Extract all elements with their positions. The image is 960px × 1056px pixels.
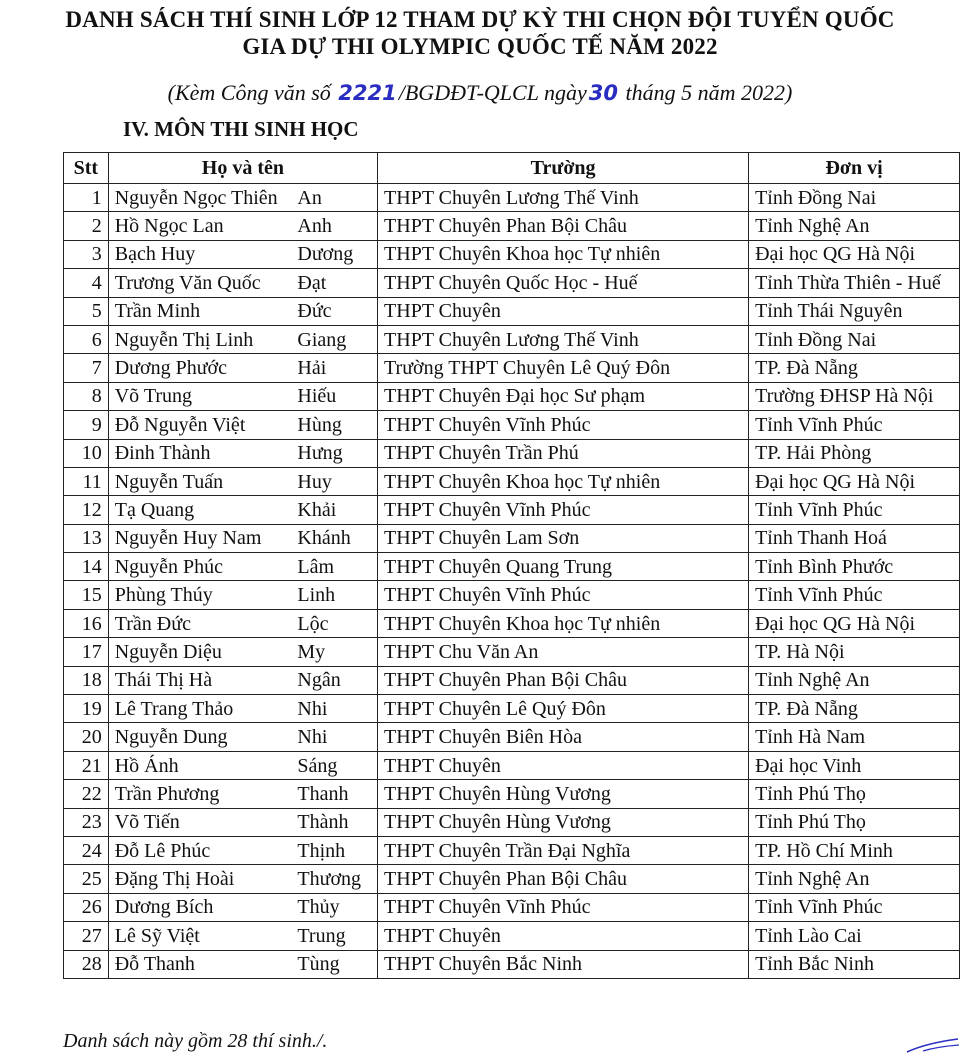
row-unit: Đại học QG Hà Nội — [749, 609, 960, 637]
row-school: THPT Chuyên Lương Thế Vinh — [378, 184, 749, 212]
row-school: THPT Chuyên Hùng Vương — [378, 780, 749, 808]
table-row — [64, 751, 960, 779]
row-stt: 21 — [64, 751, 109, 779]
row-name: Nguyễn Tuấn — [108, 467, 295, 495]
row-unit: Tỉnh Đồng Nai — [749, 184, 960, 212]
row-stt: 23 — [64, 808, 109, 836]
row-name: Đỗ Nguyễn Việt — [108, 411, 295, 439]
table-row — [64, 382, 960, 410]
table-row — [64, 922, 960, 950]
row-school: Trường THPT Chuyên Lê Quý Đôn — [378, 354, 749, 382]
row-given-name: Tùng — [295, 950, 377, 978]
table-row — [64, 950, 960, 978]
row-given-name: Huy — [295, 467, 377, 495]
row-school: THPT Chuyên Đại học Sư phạm — [378, 382, 749, 410]
table-row — [64, 723, 960, 751]
row-unit: Tỉnh Vĩnh Phúc — [749, 581, 960, 609]
row-name: Bạch Huy — [108, 240, 295, 268]
row-unit: Tỉnh Phú Thọ — [749, 780, 960, 808]
row-name: Trương Văn Quốc — [108, 269, 295, 297]
row-unit: Đại học QG Hà Nội — [749, 467, 960, 495]
table-row — [64, 269, 960, 297]
row-name: Trần Đức — [108, 609, 295, 637]
row-unit: Tỉnh Thừa Thiên - Huế — [749, 269, 960, 297]
row-school: THPT Chuyên Quốc Học - Huế — [378, 269, 749, 297]
row-name: Đỗ Thanh — [108, 950, 295, 978]
handwritten-day: 30 — [588, 81, 619, 105]
row-unit: TP. Hà Nội — [749, 638, 960, 666]
row-given-name: Anh — [295, 212, 377, 240]
row-unit: Tỉnh Phú Thọ — [749, 808, 960, 836]
row-given-name: Linh — [295, 581, 377, 609]
row-stt: 15 — [64, 581, 109, 609]
row-given-name: Sáng — [295, 751, 377, 779]
row-school: THPT Chuyên Biên Hòa — [378, 723, 749, 751]
row-given-name: Nhi — [295, 695, 377, 723]
row-given-name: Thanh — [295, 780, 377, 808]
row-stt: 20 — [64, 723, 109, 751]
table-row — [64, 609, 960, 637]
row-given-name: Dương — [295, 240, 377, 268]
table-row — [64, 638, 960, 666]
row-stt: 10 — [64, 439, 109, 467]
row-stt: 9 — [64, 411, 109, 439]
row-given-name: An — [295, 184, 377, 212]
row-unit: Tỉnh Bình Phước — [749, 553, 960, 581]
table-row — [64, 439, 960, 467]
row-stt: 8 — [64, 382, 109, 410]
table-row — [64, 467, 960, 495]
row-stt: 7 — [64, 354, 109, 382]
row-school: THPT Chuyên — [378, 297, 749, 325]
row-stt: 13 — [64, 524, 109, 552]
row-given-name: Hùng — [295, 411, 377, 439]
row-given-name: Thương — [295, 865, 377, 893]
row-name: Nguyễn Ngọc Thiên — [108, 184, 295, 212]
header-school: Trường — [378, 153, 749, 184]
row-unit: Tỉnh Vĩnh Phúc — [749, 893, 960, 921]
row-unit: Trường ĐHSP Hà Nội — [749, 382, 960, 410]
row-stt: 28 — [64, 950, 109, 978]
row-name: Nguyễn Thị Linh — [108, 325, 295, 353]
row-name: Trần Minh — [108, 297, 295, 325]
row-given-name: Trung — [295, 922, 377, 950]
row-given-name: Lộc — [295, 609, 377, 637]
row-name: Võ Tiến — [108, 808, 295, 836]
row-stt: 25 — [64, 865, 109, 893]
row-unit: TP. Hải Phòng — [749, 439, 960, 467]
row-name: Võ Trung — [108, 382, 295, 410]
row-stt: 3 — [64, 240, 109, 268]
row-school: THPT Chuyên Khoa học Tự nhiên — [378, 240, 749, 268]
row-given-name: Ngân — [295, 666, 377, 694]
row-unit: Tỉnh Nghệ An — [749, 865, 960, 893]
row-given-name: Hưng — [295, 439, 377, 467]
row-name: Lê Sỹ Việt — [108, 922, 295, 950]
row-school: THPT Chuyên Phan Bội Châu — [378, 865, 749, 893]
table-header-row — [64, 153, 960, 184]
title-line-1: DANH SÁCH THÍ SINH LỚP 12 THAM DỰ KỲ THI CHỌN ĐỘI TUYỂN QUỐC — [65, 7, 895, 32]
row-given-name: Thịnh — [295, 836, 377, 864]
table-row — [64, 865, 960, 893]
table-row — [64, 524, 960, 552]
header-unit: Đơn vị — [749, 153, 960, 184]
row-name: Hồ Ánh — [108, 751, 295, 779]
row-school: THPT Chuyên — [378, 922, 749, 950]
row-given-name: Đạt — [295, 269, 377, 297]
row-name: Đặng Thị Hoài — [108, 865, 295, 893]
table-row — [64, 354, 960, 382]
subtitle-suffix: tháng 5 năm 2022) — [625, 80, 793, 105]
row-stt: 22 — [64, 780, 109, 808]
row-given-name: Nhi — [295, 723, 377, 751]
row-name: Đỗ Lê Phúc — [108, 836, 295, 864]
row-name: Nguyễn Diệu — [108, 638, 295, 666]
row-school: THPT Chuyên Vĩnh Phúc — [378, 581, 749, 609]
row-unit: Tỉnh Thanh Hoá — [749, 524, 960, 552]
row-given-name: Thủy — [295, 893, 377, 921]
row-school: THPT Chuyên Trần Phú — [378, 439, 749, 467]
row-stt: 16 — [64, 609, 109, 637]
row-school: THPT Chuyên Phan Bội Châu — [378, 666, 749, 694]
row-school: THPT Chuyên Khoa học Tự nhiên — [378, 609, 749, 637]
row-stt: 5 — [64, 297, 109, 325]
header-name: Họ và tên — [108, 153, 377, 184]
row-school: THPT Chuyên Khoa học Tự nhiên — [378, 467, 749, 495]
row-stt: 11 — [64, 467, 109, 495]
row-stt: 27 — [64, 922, 109, 950]
row-unit: Tỉnh Bắc Ninh — [749, 950, 960, 978]
table-row — [64, 297, 960, 325]
row-unit: Tỉnh Vĩnh Phúc — [749, 496, 960, 524]
row-unit: Tỉnh Nghệ An — [749, 666, 960, 694]
row-given-name: Khải — [295, 496, 377, 524]
row-unit: Đại học Vinh — [749, 751, 960, 779]
row-given-name: My — [295, 638, 377, 666]
row-school: THPT Chuyên Vĩnh Phúc — [378, 496, 749, 524]
row-unit: Tỉnh Lào Cai — [749, 922, 960, 950]
row-name: Tạ Quang — [108, 496, 295, 524]
row-name: Nguyễn Phúc — [108, 553, 295, 581]
table-row — [64, 496, 960, 524]
row-school: THPT Chuyên Lam Sơn — [378, 524, 749, 552]
row-school: THPT Chuyên Vĩnh Phúc — [378, 893, 749, 921]
row-stt: 2 — [64, 212, 109, 240]
candidate-table — [63, 152, 960, 979]
row-school: THPT Chuyên Trần Đại Nghĩa — [378, 836, 749, 864]
table-row — [64, 411, 960, 439]
row-unit: TP. Đà Nẵng — [749, 695, 960, 723]
row-given-name: Giang — [295, 325, 377, 353]
row-school: THPT Chuyên — [378, 751, 749, 779]
row-school: THPT Chuyên Phan Bội Châu — [378, 212, 749, 240]
table-row — [64, 666, 960, 694]
row-given-name: Lâm — [295, 553, 377, 581]
row-unit: TP. Đà Nẵng — [749, 354, 960, 382]
row-school: THPT Chu Văn An — [378, 638, 749, 666]
table-row — [64, 893, 960, 921]
row-school: THPT Chuyên Vĩnh Phúc — [378, 411, 749, 439]
row-stt: 14 — [64, 553, 109, 581]
row-unit: TP. Hồ Chí Minh — [749, 836, 960, 864]
title-line-2: GIA DỰ THI OLYMPIC QUỐC TẾ NĂM 2022 — [242, 34, 718, 59]
row-unit: Tỉnh Đồng Nai — [749, 325, 960, 353]
row-unit: Tỉnh Nghệ An — [749, 212, 960, 240]
table-row — [64, 581, 960, 609]
row-given-name: Thành — [295, 808, 377, 836]
table-row — [64, 836, 960, 864]
row-name: Dương Bích — [108, 893, 295, 921]
row-name: Nguyễn Dung — [108, 723, 295, 751]
row-name: Dương Phước — [108, 354, 295, 382]
table-row — [64, 212, 960, 240]
row-unit: Tỉnh Hà Nam — [749, 723, 960, 751]
table-row — [64, 553, 960, 581]
row-stt: 19 — [64, 695, 109, 723]
row-stt: 17 — [64, 638, 109, 666]
row-name: Lê Trang Thảo — [108, 695, 295, 723]
row-stt: 12 — [64, 496, 109, 524]
row-given-name: Khánh — [295, 524, 377, 552]
row-school: THPT Chuyên Hùng Vương — [378, 808, 749, 836]
row-stt: 6 — [64, 325, 109, 353]
footer-note: Danh sách này gồm 28 thí sinh./. — [63, 1030, 328, 1052]
table-row — [64, 780, 960, 808]
table-row — [64, 184, 960, 212]
signature-mark — [905, 1036, 960, 1054]
document-title — [0, 6, 960, 60]
row-stt: 1 — [64, 184, 109, 212]
row-name: Thái Thị Hà — [108, 666, 295, 694]
row-name: Trần Phương — [108, 780, 295, 808]
row-stt: 4 — [64, 269, 109, 297]
document-subtitle — [0, 80, 960, 106]
table-row — [64, 808, 960, 836]
row-given-name: Hải — [295, 354, 377, 382]
row-school: THPT Chuyên Lê Quý Đôn — [378, 695, 749, 723]
section-heading: IV. MÔN THI SINH HỌC — [123, 117, 359, 141]
row-given-name: Hiếu — [295, 382, 377, 410]
row-school: THPT Chuyên Quang Trung — [378, 553, 749, 581]
row-stt: 24 — [64, 836, 109, 864]
row-name: Nguyễn Huy Nam — [108, 524, 295, 552]
row-stt: 18 — [64, 666, 109, 694]
row-name: Hồ Ngọc Lan — [108, 212, 295, 240]
subtitle-prefix: (Kèm Công văn số — [167, 80, 331, 105]
row-unit: Đại học QG Hà Nội — [749, 240, 960, 268]
handwritten-doc-number: 2221 — [338, 81, 397, 105]
row-name: Phùng Thúy — [108, 581, 295, 609]
row-unit: Tỉnh Vĩnh Phúc — [749, 411, 960, 439]
row-school: THPT Chuyên Bắc Ninh — [378, 950, 749, 978]
table-row — [64, 240, 960, 268]
subtitle-middle: /BGDĐT-QLCL ngày — [398, 80, 587, 105]
row-school: THPT Chuyên Lương Thế Vinh — [378, 325, 749, 353]
row-given-name: Đức — [295, 297, 377, 325]
table-row — [64, 325, 960, 353]
header-stt: Stt — [64, 153, 109, 184]
row-stt: 26 — [64, 893, 109, 921]
table-row — [64, 695, 960, 723]
row-name: Đinh Thành — [108, 439, 295, 467]
row-unit: Tỉnh Thái Nguyên — [749, 297, 960, 325]
